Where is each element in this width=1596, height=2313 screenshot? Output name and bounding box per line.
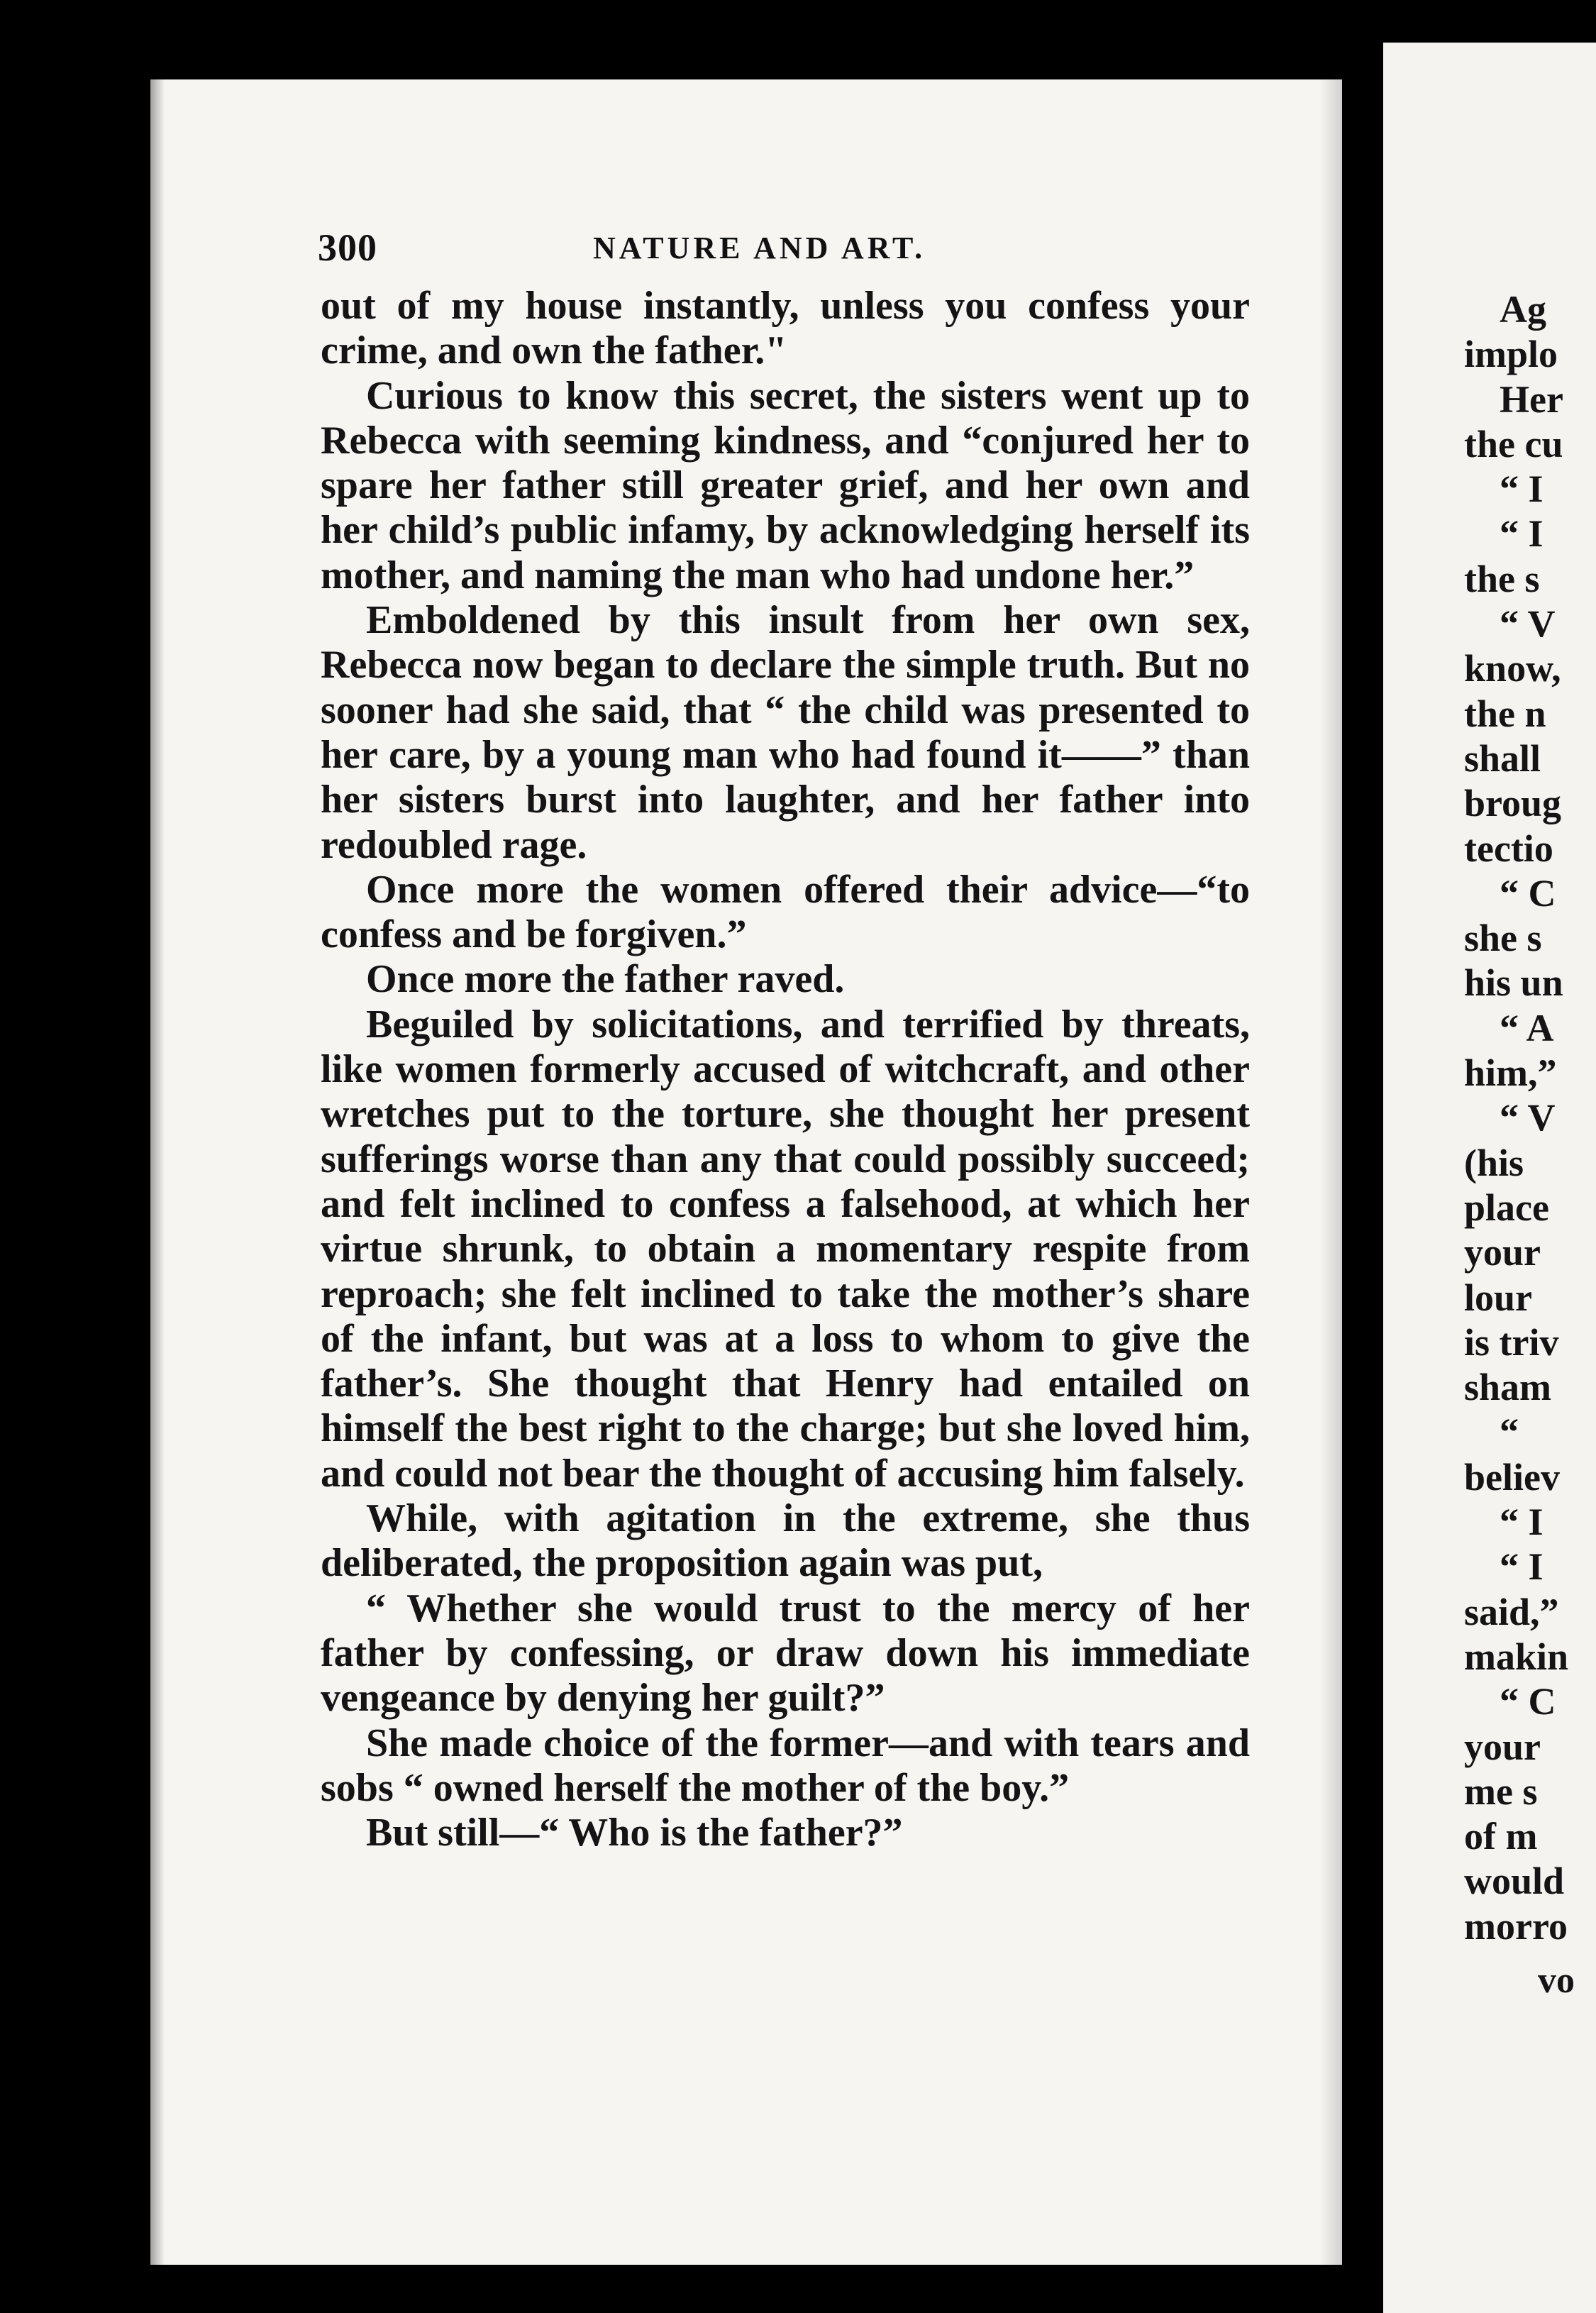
facing-line: “ I [1500, 1545, 1544, 1589]
facing-line: “ I [1500, 1501, 1544, 1544]
paragraph: Once more the women offered their advice—“to confess and be forgiven.” [321, 867, 1250, 957]
paragraph: Once more the father raved. [366, 957, 845, 1002]
facing-line: the n [1464, 692, 1546, 735]
facing-line: “ A [1500, 1006, 1554, 1049]
paragraph: Beguiled by solicitations, and terrified by threats, like women formerly accused of witchcraft, and other wretches put to the torture, she thought her present sufferings worse than any that could possibly succeed; and felt inclined to confess a falsehood, at which her virtue shrunk, to obtain a momentary respite from reproach; she felt inclined to take the mother’s share of the infant, but was at a loss to whom to give the father’s. She thought that Henry had entailed on himself the best right to the charge; but she loved him, and could not bear the thought of accusing him falsely. [321, 1002, 1250, 1496]
facing-line: place [1464, 1186, 1549, 1229]
facing-page-text [1464, 287, 1578, 1949]
paragraph: out of my house instantly, unless you confess your crime, and own the father." [321, 284, 1250, 373]
facing-line: Her [1500, 377, 1563, 421]
facing-line: sham [1464, 1366, 1552, 1409]
page-number: 300 [318, 226, 377, 269]
facing-line: she s [1464, 917, 1542, 960]
facing-line: shall [1464, 736, 1541, 780]
facing-line: “ C [1500, 1680, 1556, 1723]
facing-line: Ag [1500, 288, 1546, 331]
paragraph: Curious to know this secret, the sisters went up to Rebecca with seeming kindness, and “conjured her to spare her father still greater grief, and her own and her child’s public infamy, by acknowledging herself its mother, and naming the man who had undone her.” [321, 373, 1250, 597]
facing-line: “ I [1500, 468, 1544, 511]
facing-line: believ [1464, 1455, 1560, 1498]
paragraph: Emboldened by this insult from her own sex, Rebecca now began to declare the simple truth. But no sooner had she said, that “ the child was presented to her care, by a young man who had found it——” than her sisters burst into laughter, and her father into redoubled rage. [321, 598, 1250, 867]
facing-line: (his [1464, 1141, 1524, 1184]
paragraph: She made choice of the former—and with tears and sobs “ owned herself the mother of the boy.” [321, 1721, 1250, 1810]
body-text [321, 284, 1250, 1855]
facing-line: the s [1464, 557, 1540, 600]
facing-line: “ V [1500, 602, 1556, 646]
facing-line: “ [1500, 1411, 1519, 1454]
facing-line: implo [1464, 333, 1558, 376]
paragraph: While, with agitation in the extreme, she thus deliberated, the proposition again was put, [321, 1496, 1250, 1586]
facing-line: lour [1464, 1276, 1533, 1319]
facing-line: his un [1464, 961, 1563, 1005]
facing-line: broug [1464, 782, 1562, 825]
facing-line: “ I [1500, 512, 1544, 556]
facing-line: would [1464, 1860, 1565, 1903]
page-header [318, 226, 1254, 282]
facing-line: of m [1464, 1815, 1538, 1858]
facing-line: “ V [1500, 1096, 1556, 1139]
running-title: NATURE AND ART. [593, 231, 926, 265]
gutter-shadow [1319, 79, 1342, 2265]
paragraph: “ Whether she would trust to the mercy of her father by confessing, or draw down his immediate vengeance by denying her guilt?” [321, 1586, 1250, 1721]
facing-line: morro [1464, 1904, 1568, 1948]
facing-line: me s [1464, 1770, 1538, 1813]
facing-line: your [1464, 1231, 1541, 1274]
facing-line: said,” [1464, 1590, 1559, 1633]
facing-line: makin [1464, 1635, 1569, 1678]
paragraph: But still—“ Who is the father?” [366, 1811, 903, 1855]
facing-line: tectio [1464, 827, 1553, 870]
facing-line: your [1464, 1725, 1541, 1768]
facing-line: the cu [1464, 422, 1563, 465]
facing-page-signature: vo [1538, 1960, 1575, 2001]
facing-line: is triv [1464, 1320, 1559, 1364]
facing-line: know, [1464, 647, 1561, 690]
facing-line: him,” [1464, 1051, 1557, 1095]
page-edge-shadow [150, 79, 165, 2265]
facing-line: “ C [1500, 871, 1556, 915]
